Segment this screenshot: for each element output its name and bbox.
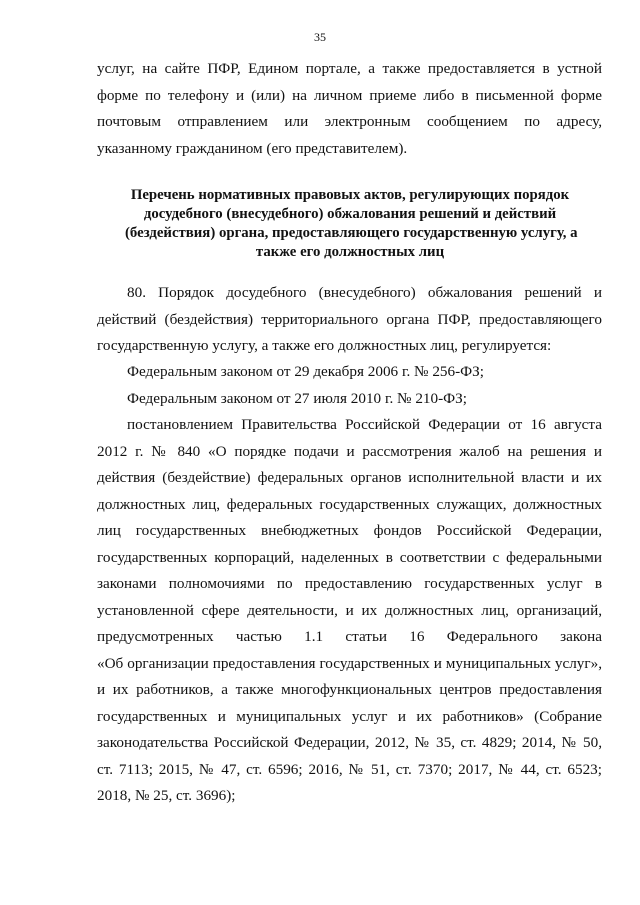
paragraph-line: должностных лиц, федеральных государственных служащих, должностных <box>97 495 602 513</box>
paragraph-line: «Об организации предоставления государственных и муниципальных услуг», <box>97 654 602 672</box>
heading-line: также его должностных лиц <box>255 244 445 260</box>
paragraph-line: 2012 г. № 840 «О порядке подачи и рассмотрения жалоб на решения и <box>97 442 602 460</box>
paragraph-line: почтовым отправлением или электронным сообщением по адресу, <box>97 113 602 130</box>
heading-line: (бездействия) органа, предоставляющего государственную услугу, а <box>125 225 578 241</box>
paragraph-line: законодательства Российской Федерации, 2012, № 35, ст. 4829; 2014, № 50, <box>97 734 602 751</box>
section-heading <box>125 186 578 262</box>
paragraph-line: государственную услугу, а также его должностных лиц, регулируется: <box>97 337 552 354</box>
paragraph-line: 2018, № 25, ст. 3696); <box>97 787 236 804</box>
paragraph-line: указанному гражданином (его представителем). <box>97 139 408 157</box>
paragraph-line: действий (бездействия) территориального органа ПФР, предоставляющего <box>97 310 602 328</box>
intro-paragraph <box>97 56 602 162</box>
paragraph-line: предусмотренных частью 1.1 статьи 16 Федерального закона <box>97 628 602 645</box>
paragraph-line: ст. 7113; 2015, № 47, ст. 6596; 2016, № 51, ст. 7370; 2017, № 44, ст. 6523; <box>97 760 602 778</box>
paragraph-line: лиц государственных внебюджетных фондов Российской Федерации, <box>97 522 602 539</box>
paragraph-line: действия (бездействие) федеральных органов исполнительной власти и их <box>97 469 602 486</box>
paragraph-80 <box>97 280 602 360</box>
paragraph-line: услуг, на сайте ПФР, Едином портале, а также предоставляется в устной <box>97 60 602 77</box>
paragraph-line: государственных и муниципальных услуг и их работников» (Собрание <box>97 707 602 725</box>
acts-list <box>97 359 602 412</box>
paragraph-line: 80. Порядок досудебного (внесудебного) обжалования решений и <box>127 284 602 301</box>
paragraph-line: установленной сфере деятельности, и их должностных лиц, организаций, <box>97 601 602 619</box>
heading-line: Перечень нормативных правовых актов, регулирующих порядок <box>130 187 570 203</box>
paragraph-line: государственных корпораций, наделенных в соответствии с федеральными <box>97 548 602 566</box>
resolution-840 <box>97 412 602 810</box>
paragraph-line: и их работников, а также многофункциональных центров предоставления <box>97 681 602 698</box>
paragraph-line: законами полномочиями по предоставлению государственных услуг в <box>97 575 602 592</box>
paragraph-line: постановлением Правительства Российской Федерации от 16 августа <box>127 416 602 433</box>
page-number: 35 <box>314 30 326 44</box>
act-item: Федеральным законом от 29 декабря 2006 г. № 256-ФЗ; <box>127 363 485 380</box>
act-item: Федеральным законом от 27 июля 2010 г. № 210-ФЗ; <box>127 389 468 407</box>
paragraph-line: форме по телефону и (или) на личном приеме либо в письменной форме <box>97 86 602 104</box>
heading-line: досудебного (внесудебного) обжалования решений и действий <box>143 206 557 222</box>
